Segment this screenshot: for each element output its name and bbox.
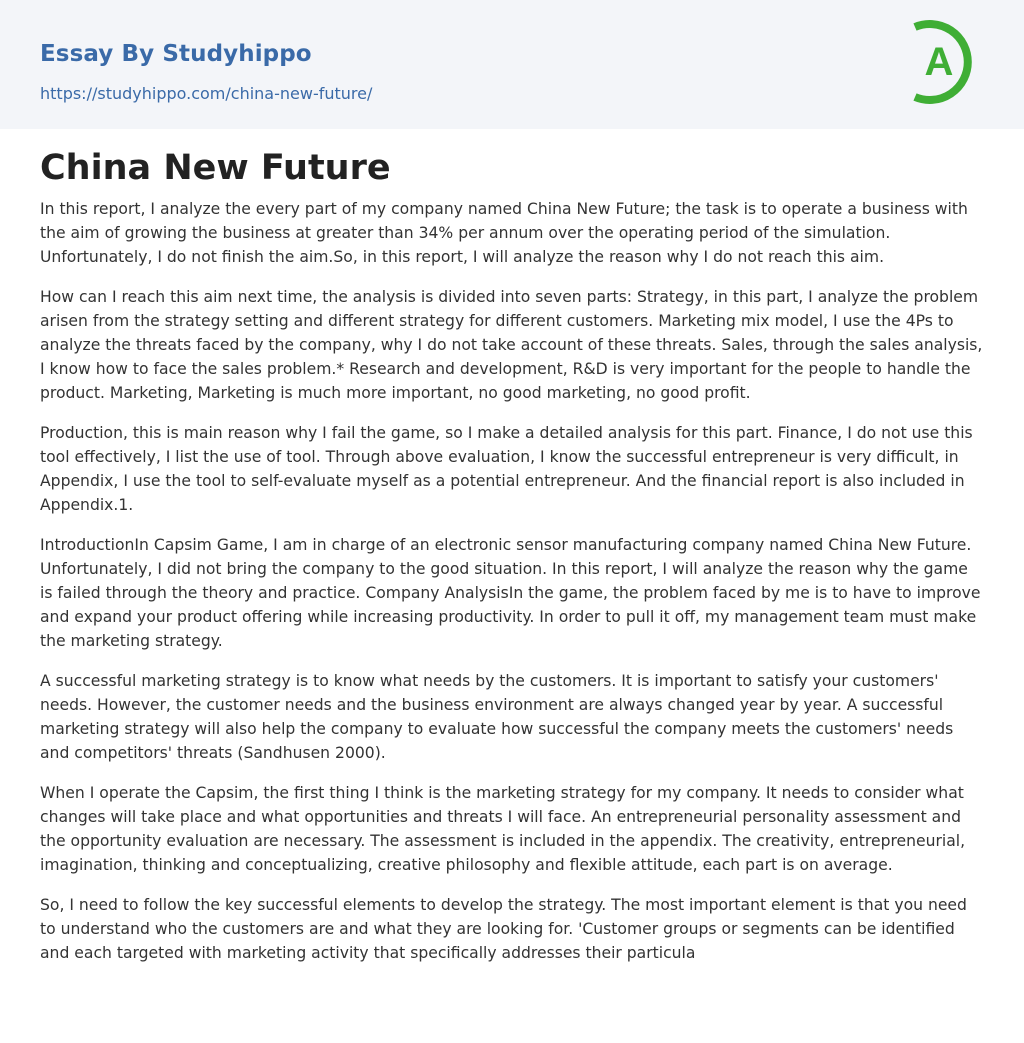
essay-paragraph: Production, this is main reason why I fail the game, so I make a detailed analysis for this part. Finance, I do not use this tool effectively, I list the use of tool. Through above evaluation, I know the successful entrepreneur is very difficult, in Appendix, I use the tool to self-evaluate myself as a potential entrepreneur. And the financial report is also included in Appendix.1. [40,424,973,514]
essay-paragraph: How can I reach this aim next time, the analysis is divided into seven parts: Strategy, in this part, I analyze the problem arisen from the strategy setting and different strategy for different customers. Marketing mix model, I use the 4Ps to analyze the threats faced by the company, why I do not take account of these threats. Sales, through the sales analysis, I know how to face the sales problem.* Research and development, R&D is very important for the people to handle the product. Marketing, Marketing is much more important, no good marketing, no good profit. [40,288,983,402]
logo-letter: A [924,40,954,84]
site-brand[interactable]: Essay By Studyhippo [40,41,312,67]
studyhippo-logo-icon[interactable] [906,18,988,106]
source-url-link[interactable]: https://studyhippo.com/china-new-future/ [40,84,373,103]
essay-paragraph: IntroductionIn Capsim Game, I am in charge of an electronic sensor manufacturing company named China New Future. Unfortunately, I did not bring the company to the good situation. In this report, I will analyze the reason why the game is failed through the theory and practice. Company AnalysisIn the game, the problem faced by me is to have to improve and expand your product offering while increasing productivity. In order to pull it off, my management team must make the marketing strategy. [40,536,981,650]
site-header [0,0,1024,129]
essay-paragraph: In this report, I analyze the every part of my company named China New Future; the task is to operate a business with the aim of growing the business at greater than 34% per annum over the operating period of the simulation. Unfortunately, I do not finish the aim.So, in this report, I will analyze the reason why I do not reach this aim. [40,200,968,266]
essay-paragraph: When I operate the Capsim, the first thing I think is the marketing strategy for my company. It needs to consider what changes will take place and what opportunities and threats I will face. An entrepreneurial personality assessment and the opportunity evaluation are necessary. The assessment is included in the appendix. The creativity, entrepreneurial, imagination, thinking and conceptualizing, creative philosophy and flexible attitude, each part is on average. [40,784,966,874]
essay-content [0,145,1024,965]
essay-paragraph: So, I need to follow the key successful elements to develop the strategy. The most important element is that you need to understand who the customers are and what they are looking for. 'Customer groups or segments can be identified and each targeted with marketing activity that specifically addresses their particula [40,896,967,962]
essay-title: China New Future [40,148,391,188]
essay-paragraph: A successful marketing strategy is to know what needs by the customers. It is important to satisfy your customers' needs. However, the customer needs and the business environment are always changed year by year. A successful marketing strategy will also help the company to evaluate how successful the company meets the customers' needs and competitors' threats (Sandhusen 2000). [40,672,954,762]
